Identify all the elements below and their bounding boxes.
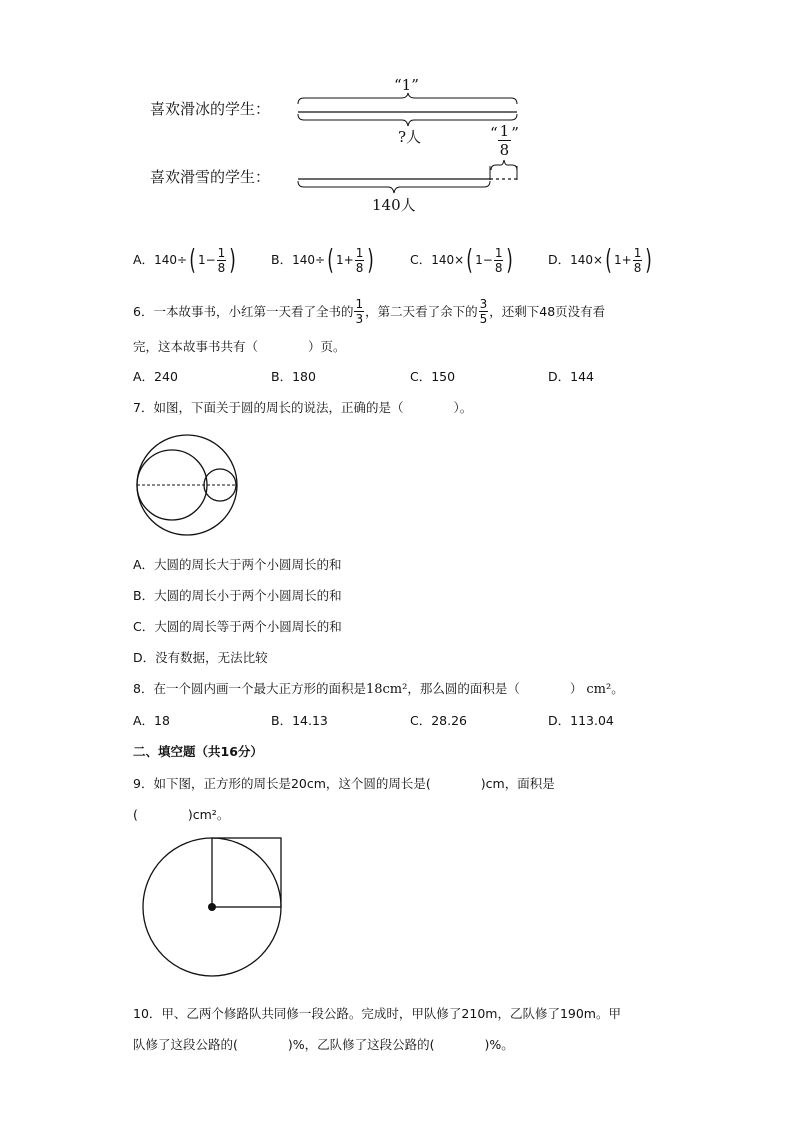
q5-option-d[interactable]: D． 140× ( 1+ $\frac{1}{8}$ ) — [548, 243, 653, 276]
q8-area: 18cm² — [365, 682, 408, 697]
q5-option-c[interactable]: C． 140× ( 1− $\frac{1}{8}$ ) — [410, 243, 514, 276]
row2-quote-close: ” — [511, 124, 519, 142]
section-title: 二、填空题（共16分） — [133, 744, 263, 759]
row2-quote-open: “ — [490, 124, 498, 142]
q8-stem: 8．在一个圆内画一个最大正方形的面积是 18cm² ，那么圆的面积是（ ） cm² 。 — [133, 681, 624, 697]
q8-unit: cm² — [586, 682, 612, 697]
q9-center-dot — [208, 903, 216, 911]
q6-option-a[interactable]: A．240 — [133, 369, 178, 384]
q9-stem-line1: 9．如下图，正方形的周长是20cm，这个圆的周长是( )cm，面积是 — [133, 776, 555, 791]
row1-bottom-text: ?人 — [398, 128, 422, 146]
q6-option-c[interactable]: C．150 — [410, 369, 456, 384]
q8-option-c[interactable]: C．28.26 — [410, 713, 468, 728]
row2-bottom-text: 140人 — [372, 196, 416, 214]
q7-stem: 7．如图，下面关于圆的周长的说法，正确的是（ ）。 — [133, 400, 473, 415]
q8-option-b[interactable]: B．14.13 — [271, 713, 328, 728]
q10-stem-line2: 队修了这段公路的( )%，乙队修了这段公路的( )%。 — [133, 1037, 514, 1052]
q9-stem-line2: ( )cm²。 — [133, 807, 230, 822]
q7-option-c[interactable]: C．大圆的周长等于两个小圆周长的和 — [133, 619, 342, 634]
q6-stem-line1: 6．一本故事书，小红第一天看了全书的 $\frac{1}{3}$ ，第二天看了余下的 $\frac{3}{5}$ ，还剩下48页没有看 — [133, 297, 606, 326]
row2-frac-den: 8 — [499, 141, 510, 159]
q6-option-b[interactable]: B．180 — [271, 369, 316, 384]
q10-stem-line1: 10．甲、乙两个修路队共同修一段公路。完成时，甲队修了210m，乙队修了190m。甲 — [133, 1006, 621, 1021]
q8-option-d[interactable]: D．113.04 — [548, 713, 614, 728]
q7-option-a[interactable]: A．大圆的周长大于两个小圆周长的和 — [133, 557, 342, 572]
q5-option-b[interactable]: B． 140÷ ( 1+ $\frac{1}{8}$ ) — [271, 243, 375, 276]
row1-top-text: “1” — [394, 76, 419, 94]
q9-square — [212, 838, 281, 907]
row2-frac-num: 1 — [499, 122, 510, 140]
row2-label: 喜欢滑雪的学生： — [150, 168, 271, 186]
q7-option-d[interactable]: D．没有数据，无法比较 — [133, 650, 268, 665]
row1-label: 喜欢滑冰的学生： — [150, 100, 271, 118]
q7-option-b[interactable]: B．大圆的周长小于两个小圆周长的和 — [133, 588, 342, 603]
q5-option-a[interactable]: A． 140÷ ( 1− $\frac{1}{8}$ ) — [133, 243, 237, 276]
q6-option-d[interactable]: D．144 — [548, 369, 594, 384]
q8-option-a[interactable]: A．18 — [133, 713, 170, 728]
q6-stem-line2: 完，这本故事书共有（ ）页。 — [133, 339, 346, 354]
